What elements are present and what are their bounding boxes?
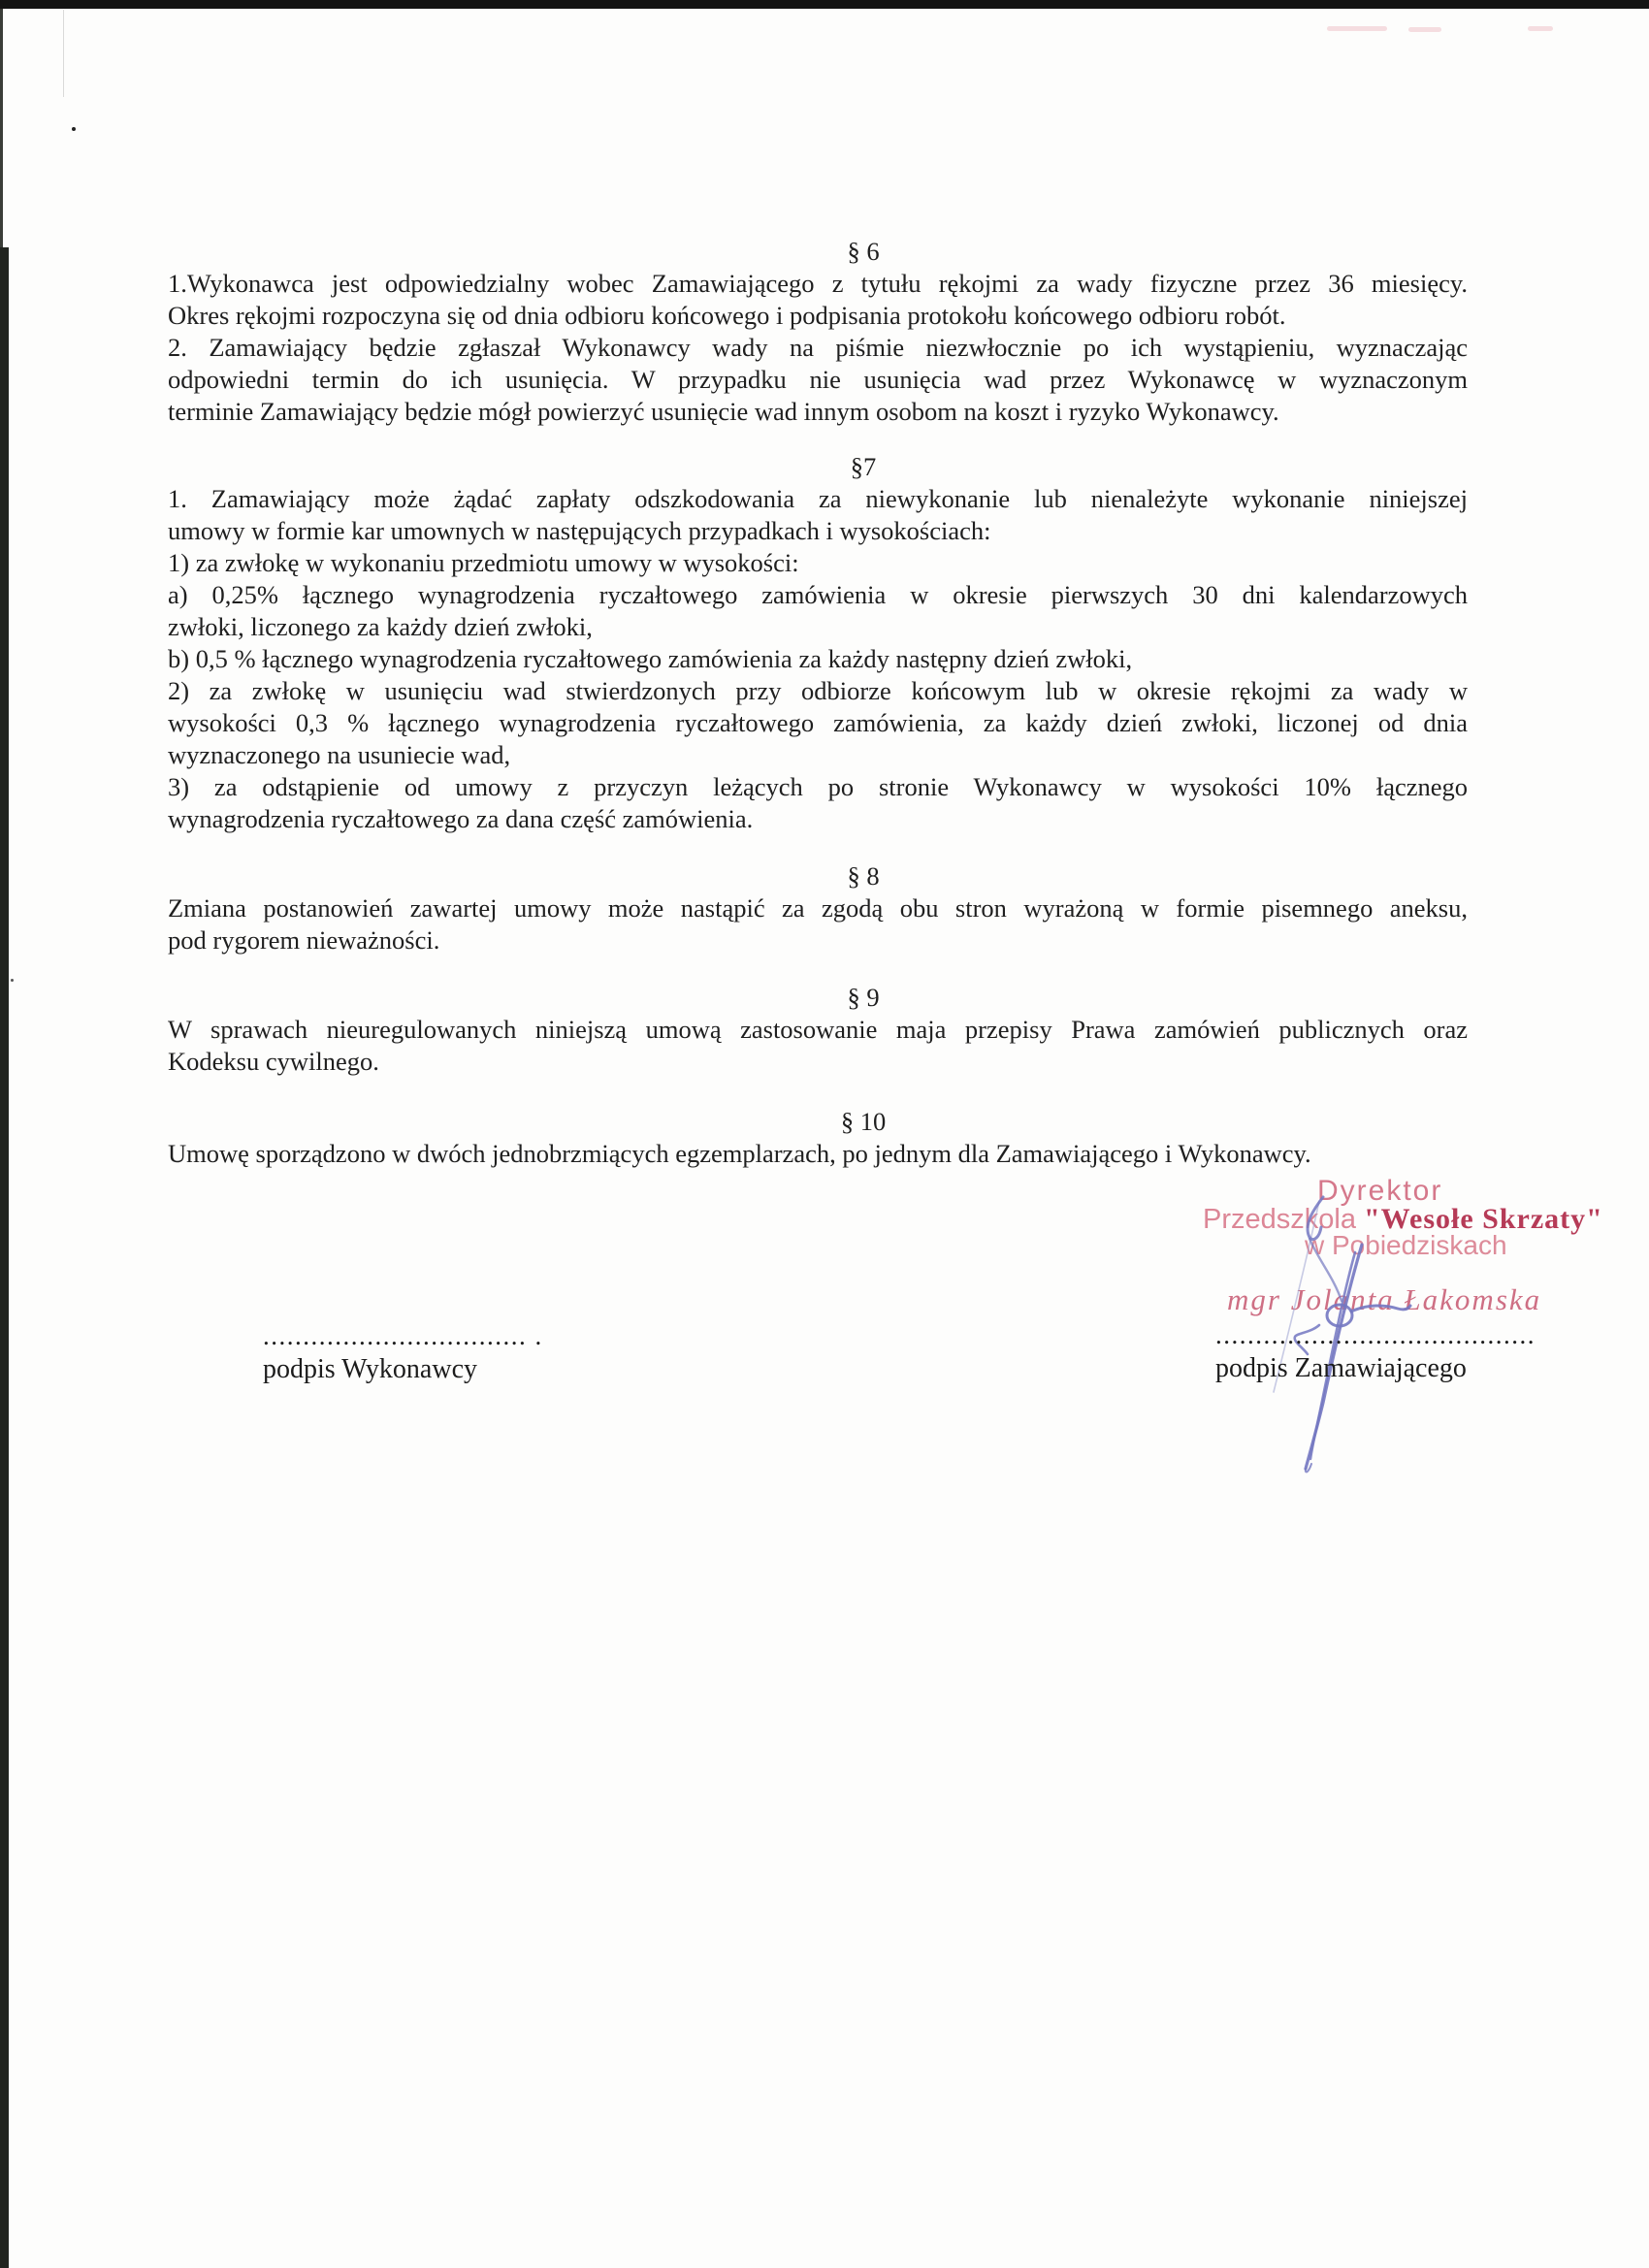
stamp-ink-smudge — [1408, 27, 1441, 32]
paragraph-line: Kodeksu cywilnego. — [168, 1047, 379, 1076]
paragraph-line: 1. Zamawiający może żądać zapłaty odszkodowania za niewykonanie lub nienależyte wykonanie niniejszej — [168, 484, 1468, 513]
paragraph-line: wyznaczonego na usuniecie wad, — [168, 740, 511, 769]
section-6 — [168, 236, 1468, 428]
paragraph-line: Okres rękojmi rozpoczyna się od dnia odbioru końcowego i podpisania protokołu końcowego odbioru robót. — [168, 301, 1286, 330]
scan-hairline — [63, 10, 64, 97]
section-10 — [168, 1106, 1468, 1170]
stamp-city: w Pobiedziskach — [1305, 1230, 1507, 1260]
scan-speck — [72, 127, 76, 131]
section-heading: §7 — [850, 452, 877, 481]
section-heading: § 10 — [840, 1107, 887, 1136]
paragraph-line: b) 0,5 % łącznego wynagrodzenia ryczałtowego zamówienia za każdy następny dzień zwłoki, — [168, 644, 1133, 673]
paragraph-line: 1.Wykonawca jest odpowiedzialny wobec Zamawiającego z tytułu rękojmi za wady fizyczne przez 36 miesięcy. — [168, 269, 1468, 298]
section-9 — [168, 982, 1468, 1078]
paragraph-line: terminie Zamawiający będzie mógł powierzyć usunięcie wad innym osobom na koszt i ryzyko Wykonawcy. — [168, 397, 1279, 426]
paragraph-line: 3) za odstąpienie od umowy z przyczyn leżących po stronie Wykonawcy w wysokości 10% łącznego — [168, 772, 1468, 801]
paragraph-line: wysokości 0,3 % łącznego wynagrodzenia ryczałtowego zamówienia, za każdy dzień zwłoki, liczonej od dnia — [168, 708, 1468, 737]
paragraph-line: wynagrodzenia ryczałtowego za dana część zamówienia. — [168, 804, 754, 833]
signature-dotted-line-zamawiajacy: ........................................ — [1215, 1320, 1536, 1349]
paragraph-line: pod rygorem nieważności. — [168, 925, 440, 955]
paragraph-line: 2) za zwłokę w usunięciu wad stwierdzonych przy odbiorze końcowym lub w okresie rękojmi za wady w — [168, 676, 1468, 705]
stamp-institution-name: "Wesołe Skrzaty" — [1364, 1203, 1603, 1235]
scan-edge-left-sliver — [0, 9, 3, 247]
stamp-institution-prefix: Przedszkola — [1203, 1204, 1356, 1235]
paragraph-line: Umowę sporządzono w dwóch jednobrzmiących egzemplarzach, po jednym dla Zamawiającego i Wykonawcy. — [168, 1139, 1311, 1168]
signature-label-zamawiajacy: podpis Zamawiającego — [1215, 1353, 1467, 1383]
paragraph-line: 2. Zamawiający będzie zgłaszał Wykonawcy wady na piśmie niezwłocznie po ich wystąpieniu, wyznaczając — [168, 333, 1468, 362]
scan-speck — [11, 979, 14, 982]
section-8 — [168, 860, 1468, 956]
contract-text-block — [168, 236, 1468, 1170]
stamp-director-name: mgr Jolanta Łakomska — [1227, 1282, 1542, 1316]
paragraph-line: odpowiedni termin do ich usunięcia. W przypadku nie usunięcia wad przez Wykonawcę w wyznaczonym — [168, 365, 1468, 394]
section-heading: § 9 — [847, 983, 880, 1012]
section-7 — [168, 451, 1468, 835]
stamp-title: Dyrektor — [1317, 1175, 1443, 1207]
paragraph-line: zwłoki, liczonego za każdy dzień zwłoki, — [168, 612, 593, 641]
signature-dotted-line-wykonawca: ................................. . — [263, 1321, 543, 1350]
paragraph-line: a) 0,25% łącznego wynagrodzenia ryczałtowego zamówienia w okresie pierwszych 30 dni kalendarzowych — [168, 580, 1468, 609]
paragraph-line: 1) za zwłokę w wykonaniu przedmiotu umowy w wysokości: — [168, 548, 799, 577]
scan-edge-left — [0, 247, 9, 2268]
section-heading: § 6 — [847, 237, 880, 266]
signature-label-wykonawca: podpis Wykonawcy — [263, 1354, 477, 1384]
stamp-ink-smudge — [1327, 26, 1387, 31]
section-heading: § 8 — [847, 861, 880, 891]
paragraph-line: Zmiana postanowień zawartej umowy może nastąpić za zgodą obu stron wyrażoną w formie pisemnego aneksu, — [168, 893, 1468, 923]
scan-edge-top — [0, 0, 1649, 9]
paragraph-line: W sprawach nieuregulowanych niniejszą umową zastosowanie maja przepisy Prawa zamówień publicznych oraz — [168, 1015, 1468, 1044]
stamp-ink-smudge — [1528, 26, 1553, 31]
paragraph-line: umowy w formie kar umownych w następujących przypadkach i wysokościach: — [168, 516, 991, 545]
